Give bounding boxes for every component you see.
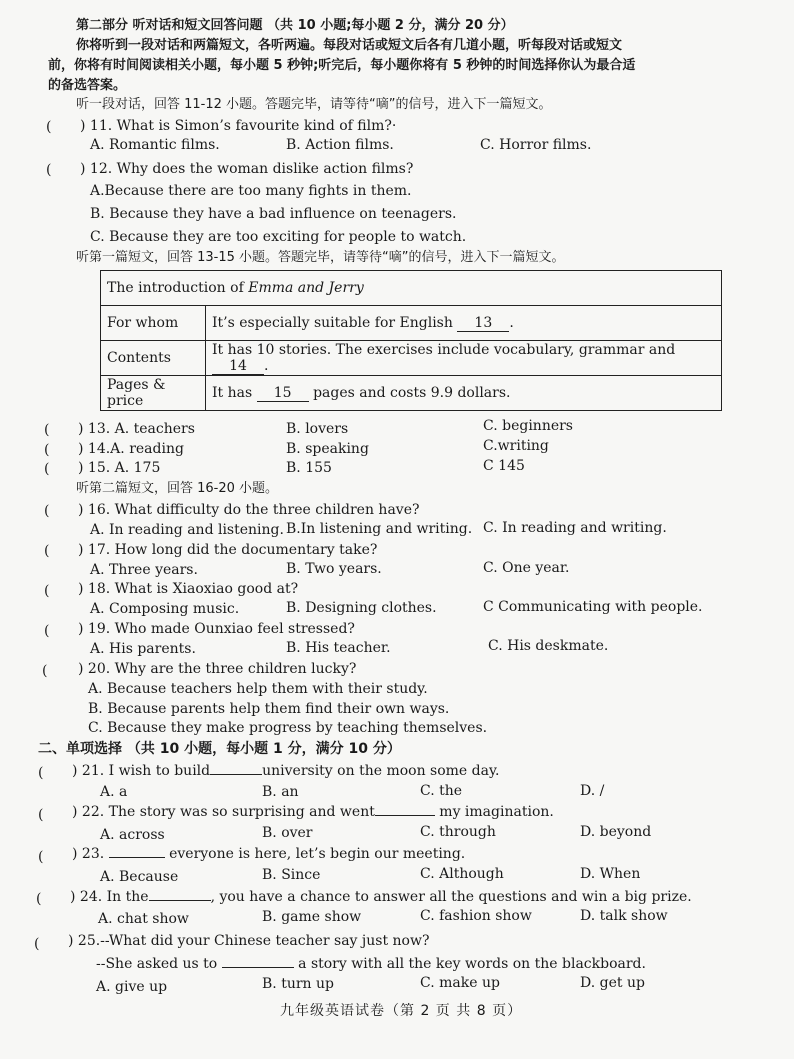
q20-option-b: B. Because parents help them find their own ways. [88, 701, 450, 717]
q19-option-a: A. His parents. [90, 641, 196, 657]
q22-option-a: A. across [100, 827, 165, 843]
book-intro-table [100, 270, 722, 411]
question-19-stem: ) 19. Who made Ounxiao feel stressed? [78, 621, 355, 637]
q22-option-b: B. over [262, 825, 313, 841]
q18-option-a: A. Composing music. [90, 601, 240, 617]
answer-paren[interactable]: ( [36, 891, 42, 907]
blank-15[interactable]: 15 [257, 385, 309, 402]
q24-option-c: C. fashion show [420, 908, 532, 924]
row-pages-price: It has 15 pages and costs 9.9 dollars. [206, 376, 722, 411]
question-13-stem: ) 13. A. teachers [78, 421, 195, 437]
q23-option-b: B. Since [262, 867, 321, 883]
answer-paren[interactable]: ( [44, 503, 50, 519]
q11-option-b: B. Action films. [286, 137, 394, 153]
answer-paren[interactable]: ( [44, 583, 50, 599]
instructions-line: 前，你将有时间阅读相关小题，每小题 5 秒钟;听完后，每小题你将有 5 秒钟的时间选择你认为最合适 [48, 58, 636, 73]
q11-option-c: C. Horror films. [480, 137, 592, 153]
q17-option-b: B. Two years. [286, 561, 382, 577]
q24-option-d: D. talk show [580, 908, 668, 924]
q24-option-a: A. chat show [98, 911, 189, 927]
instructions-line: 你将听到一段对话和两篇短文，各听两遍。每段对话或短文后各有几道小题，听每段对话或短文 [76, 38, 623, 53]
q19-option-b: B. His teacher. [286, 640, 391, 656]
q17-option-c: C. One year. [483, 560, 570, 576]
answer-paren[interactable]: ( [44, 422, 50, 438]
blank-22[interactable] [375, 815, 435, 816]
row-label-pages-price: Pages & price [101, 376, 206, 411]
question-22-stem: ) 22. The story was so surprising and went my imagination. [72, 804, 554, 820]
q25-option-c: C. make up [420, 975, 500, 991]
answer-paren[interactable]: ( [38, 849, 44, 865]
question-25-stem: ) 25.--What did your Chinese teacher say just now? [68, 933, 430, 949]
q23-option-a: A. Because [100, 869, 179, 885]
q24-option-b: B. game show [262, 909, 362, 925]
question-18-stem: ) 18. What is Xiaoxiao good at? [78, 581, 299, 597]
blank-24[interactable] [149, 900, 211, 901]
question-14-stem: ) 14.A. reading [78, 441, 184, 457]
row-label-contents: Contents [101, 341, 206, 376]
q15-option-c: C 145 [483, 458, 525, 474]
q12-option-c: C. Because they are too exciting for people to watch. [90, 229, 467, 245]
q16-option-a: A. In reading and listening. [90, 522, 284, 538]
q18-option-c: C Communicating with people. [483, 599, 703, 615]
question-12-stem: ) 12. Why does the woman dislike action films? [80, 161, 414, 177]
blank-13[interactable]: 13 [457, 315, 509, 332]
answer-paren[interactable]: ( [44, 461, 50, 477]
q21-option-d: D. / [580, 783, 605, 799]
q21-option-b: B. an [262, 784, 299, 800]
instructions-line: 的备选答案。 [48, 78, 127, 93]
row-for-whom: It’s especially suitable for English 13 . [206, 306, 722, 341]
listening-instruction: 听第一篇短文，回答 13-15 小题。答题完毕，请等待“嘀”的信号，进入下一篇短文。 [76, 250, 565, 265]
section-heading-part2: 第二部分 听对话和短文回答问题 （共 10 小题;每小题 2 分，满分 20 分） [76, 18, 514, 33]
question-21-stem: ) 21. I wish to build university on the moon some day. [72, 763, 500, 779]
question-24-stem: ) 24. In the , you have a chance to answer all the questions and win a big prize. [70, 889, 692, 905]
page-footer: 九年级英语试卷（第 2 页 共 8 页） [280, 1003, 523, 1019]
answer-paren[interactable]: ( [34, 936, 40, 952]
q14-option-b: B. speaking [286, 441, 369, 457]
q25-option-b: B. turn up [262, 976, 334, 992]
question-15-stem: ) 15. A. 175 [78, 460, 161, 476]
answer-paren[interactable]: ( [42, 663, 48, 679]
q22-option-d: D. beyond [580, 824, 652, 840]
q20-option-c: C. Because they make progress by teaching themselves. [88, 720, 488, 736]
q22-option-c: C. through [420, 824, 496, 840]
blank-25[interactable] [222, 967, 294, 968]
q13-option-b: B. lovers [286, 421, 349, 437]
q21-option-c: C. the [420, 783, 463, 799]
answer-paren[interactable]: ( [44, 623, 50, 639]
blank-14[interactable]: 14 [212, 358, 264, 375]
q13-option-c: C. beginners [483, 418, 573, 434]
question-11-stem: ) 11. What is Simon’s favourite kind of film?· [80, 118, 397, 134]
q17-option-a: A. Three years. [90, 562, 198, 578]
blank-21[interactable] [210, 774, 262, 775]
q11-option-a: A. Romantic films. [90, 137, 220, 153]
q19-option-c: C. His deskmate. [488, 638, 609, 654]
question-17-stem: ) 17. How long did the documentary take? [78, 542, 378, 558]
q15-option-b: B. 155 [286, 460, 332, 476]
q14-option-c: C.writing [483, 438, 549, 454]
question-23-stem: ) 23. everyone is here, let’s begin our meeting. [72, 846, 466, 862]
q16-option-c: C. In reading and writing. [483, 520, 667, 536]
question-16-stem: ) 16. What difficulty do the three children have? [78, 502, 420, 518]
blank-23[interactable] [109, 857, 165, 858]
row-contents: It has 10 stories. The exercises include vocabulary, grammar and 14 . [206, 341, 722, 376]
section-heading-single-choice: 二、单项选择 （共 10 小题，每小题 1 分，满分 10 分） [38, 741, 401, 757]
question-25-dialogue: --She asked us to a story with all the key words on the blackboard. [96, 956, 646, 972]
table-title: The introduction of Emma and Jerry [101, 271, 722, 306]
q18-option-b: B. Designing clothes. [286, 600, 437, 616]
row-label-for-whom: For whom [101, 306, 206, 341]
q23-option-c: C. Although [420, 866, 504, 882]
book-title: Emma and Jerry [248, 280, 364, 296]
listening-instruction: 听第二篇短文，回答 16-20 小题。 [76, 481, 279, 496]
question-20-stem: ) 20. Why are the three children lucky? [78, 661, 357, 677]
answer-paren[interactable]: ( [46, 162, 52, 178]
listening-instruction: 听一段对话，回答 11-12 小题。答题完毕，请等待“嘀”的信号，进入下一篇短文。 [76, 97, 552, 112]
q12-option-a: A.Because there are too many fights in them. [90, 183, 412, 199]
q25-option-d: D. get up [580, 975, 645, 991]
answer-paren[interactable]: ( [38, 765, 44, 781]
answer-paren[interactable]: ( [46, 119, 52, 135]
q20-option-a: A. Because teachers help them with their study. [88, 681, 428, 697]
q23-option-d: D. When [580, 866, 641, 882]
q12-option-b: B. Because they have a bad influence on teenagers. [90, 206, 457, 222]
answer-paren[interactable]: ( [44, 543, 50, 559]
q16-option-b: B.In listening and writing. [286, 521, 473, 537]
q21-option-a: A. a [100, 784, 128, 800]
answer-paren[interactable]: ( [38, 807, 44, 823]
q25-option-a: A. give up [96, 979, 168, 995]
answer-paren[interactable]: ( [44, 442, 50, 458]
